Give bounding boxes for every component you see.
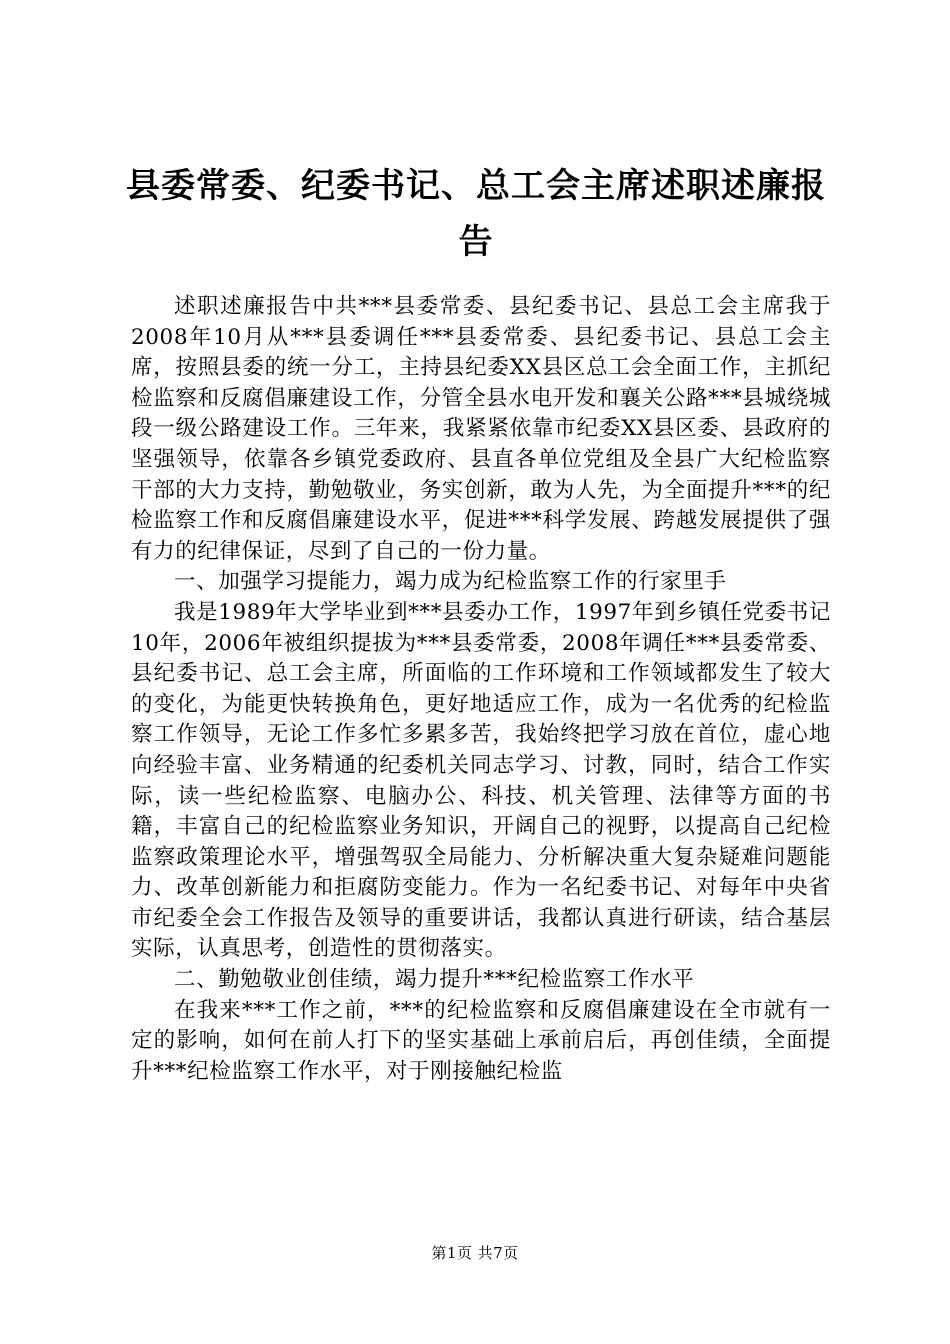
page-footer: 第1页 共7页 [431,1244,519,1262]
document-title-continued: 告 [458,222,494,262]
intro-paragraph: 述职述廉报告中共***县委常委、县纪委书记、县总工会主席我于2008年10月从***县委调任***县委常委、县纪委书记、县总工会主席，按照县委的统一分工，主持县纪委XX县区总工会全面工作，主抓纪检监察和反腐倡廉建设工作，分管全县水电开发和襄关公路***县城绕城段一级公路建设工作。三年来，我紧紧依靠市纪委XX县区委、县政府的坚强领导，依靠各乡镇党委政府、县直各单位党组及全县广大纪检监察干部的大力支持，勤勉敬业，务实创新，敢为人先，为全面提升***的纪检监察工作和反腐倡廉建设水平，促进***科学发展、跨越发展提供了强有力的纪律保证，尽到了自己的一份力量。 [131,294,831,564]
document-title: 县委常委、纪委书记、总工会主席述职述廉报 [126,166,826,206]
section-heading-2: 二、勤勉敬业创佳绩，竭力提升***纪检监察工作水平 [174,967,695,993]
section-1-paragraph: 我是1989年大学毕业到***县委办工作，1997年到乡镇任党委书记10年，2006年被组织提拔为***县委常委，2008年调任***县委常委、县纪委书记、总工会主席，所面临的工作环境和工作领域都发生了较大的变化，为能更快转换角色，更好地适应工作，成为一名优秀的纪检监察工作领导，无论工作多忙多累多苦，我始终把学习放在首位，虚心地向经验丰富、业务精通的纪委机关同志学习、讨教，同时，结合工作实际，读一些纪检监察、电脑办公、科技、机关管理、法律等方面的书籍，丰富自己的纪检监察业务知识，开阔自己的视野，以提高自己纪检监察政策理论水平，增强驾驭全局能力、分析解决重大复杂疑难问题能力、改革创新能力和拒腐防变能力。作为一名纪委书记、对每年中央省市纪委全会工作报告及领导的重要讲话，我都认真进行研读，结合基层实际，认真思考，创造性的贯彻落实。 [131,599,831,962]
section-heading-1: 一、加强学习提能力，竭力成为纪检监察工作的行家里手 [174,569,727,595]
section-2-paragraph: 在我来***工作之前，***的纪检监察和反腐倡廉建设在全市就有一定的影响，如何在前人打下的坚实基础上承前启后，再创佳绩，全面提升***纪检监察工作水平，对于刚接触纪检监 [131,997,831,1084]
document-body [131,292,831,1087]
